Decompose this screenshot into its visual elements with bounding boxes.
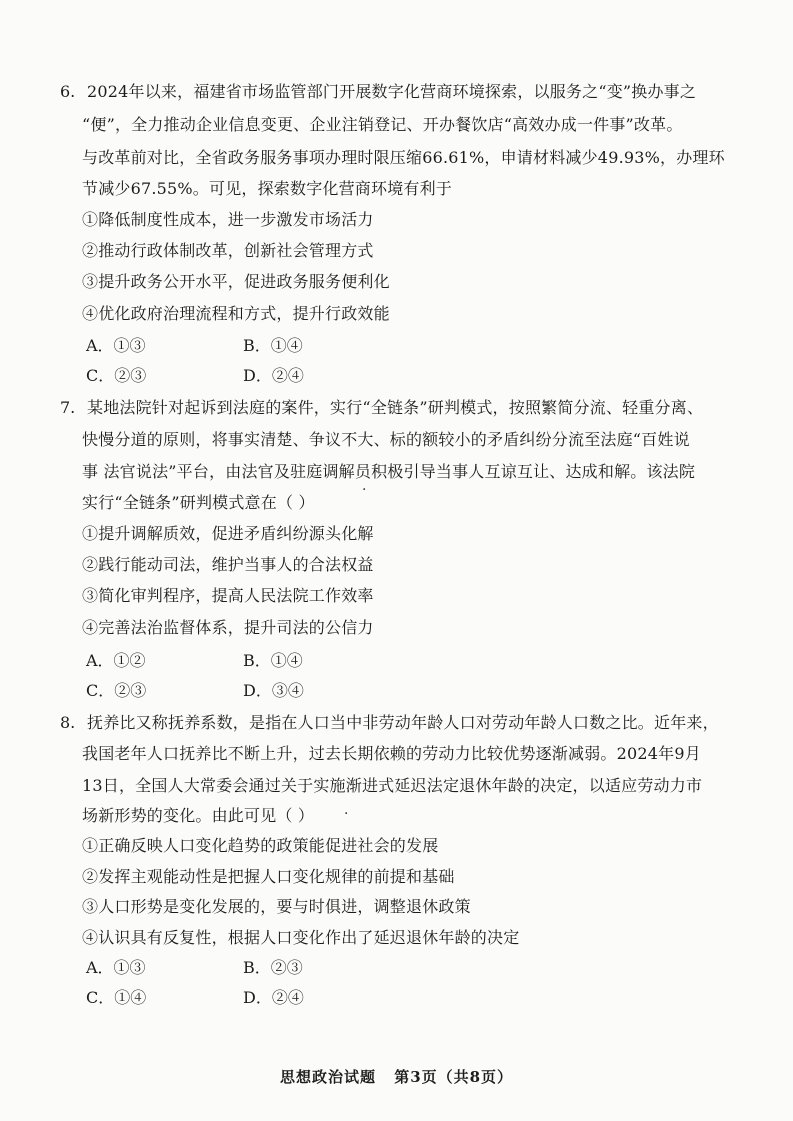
option-d: D．②④ — [243, 988, 304, 1007]
question-stem-line: 场新形势的变化。由此可见（ ） — [82, 806, 315, 825]
option-a: A．①③ — [86, 336, 146, 355]
statement: ②践行能动司法，维护当事人的合法权益 — [82, 555, 374, 574]
scan-speck: · — [344, 806, 349, 822]
statement: ③人口形势是变化发展的，要与时俱进，调整退休政策 — [82, 897, 471, 916]
option-c: C．①④ — [86, 988, 147, 1007]
question-stem-line: 13日，全国人大常委会通过关于实施渐进式延迟法定退休年龄的决定，以适应劳动力市 — [82, 776, 703, 795]
statement: ③提升政务公开水平，促进政务服务便利化 — [82, 272, 390, 291]
footer-page-number: 第3页（共8页） — [394, 1068, 514, 1086]
statement: ④完善法治监督体系，提升司法的公信力 — [82, 618, 374, 637]
question-stem-line: 与改革前对比，全省政务服务事项办理时限压缩66.61%，申请材料减少49.93%，办理环 — [82, 148, 725, 167]
option-c: C．②③ — [86, 681, 147, 700]
question-number: 6. — [60, 82, 76, 101]
question-stem-line: 快慢分道的原则，将事实清楚、争议不大、标的额较小的矛盾纠纷分流至法庭“百姓说 — [82, 430, 690, 449]
question-number: 8. — [60, 713, 76, 732]
footer-subject: 思想政治试题 — [279, 1068, 376, 1086]
scan-speck: · — [362, 482, 367, 498]
option-b: B．①④ — [243, 336, 303, 355]
question-stem-line: 抚养比又称抚养系数，是指在人口当中非劳动年龄人口对劳动年龄人口数之比。近年来， — [87, 713, 719, 732]
option-a: A．①② — [86, 651, 146, 670]
question-number: 7. — [60, 398, 76, 417]
statement: ④优化政府治理流程和方式，提升行政效能 — [82, 304, 390, 323]
question-stem-line: 我国老年人口抚养比不断上升，过去长期依赖的劳动力比较优势逐渐减弱。2024年9月 — [82, 744, 701, 763]
statement: ①降低制度性成本，进一步激发市场活力 — [82, 210, 374, 229]
question-stem-line: 节减少67.55%。可见，探索数字化营商环境有利于 — [82, 179, 453, 198]
question-stem-line: “便”，全力推动企业信息变更、企业注销登记、开办餐饮店“高效办成一件事”改革。 — [82, 115, 683, 134]
option-c: C．②③ — [86, 366, 147, 385]
option-b: B．①④ — [243, 651, 303, 670]
page-footer — [0, 1066, 793, 1087]
statement: ④认识具有反复性，根据人口变化作出了延迟退休年龄的决定 — [82, 928, 520, 947]
statement: ③简化审判程序，提高人民法院工作效率 — [82, 586, 374, 605]
statement: ①正确反映人口变化趋势的政策能促进社会的发展 — [82, 836, 439, 855]
option-b: B．②③ — [243, 958, 303, 977]
question-stem-line: 2024年以来，福建省市场监管部门开展数字化营商环境探索，以服务之“变”换办事之 — [87, 82, 697, 101]
statement: ②推动行政体制改革，创新社会管理方式 — [82, 241, 374, 260]
option-d: D．③④ — [243, 681, 304, 700]
statement: ①提升调解质效，促进矛盾纠纷源头化解 — [82, 524, 374, 543]
question-stem-line: 某地法院针对起诉到法庭的案件，实行“全链条”研判模式，按照繁简分流、轻重分离、 — [87, 398, 704, 417]
question-stem-line: 实行“全链条”研判模式意在（ ） — [82, 493, 315, 512]
statement: ②发挥主观能动性是把握人口变化规律的前提和基础 — [82, 867, 455, 886]
question-stem-line: 事 法官说法”平台，由法官及驻庭调解员积极引导当事人互谅互让、达成和解。该法院 — [82, 462, 696, 481]
option-a: A．①③ — [86, 958, 146, 977]
option-d: D．②④ — [243, 366, 304, 385]
